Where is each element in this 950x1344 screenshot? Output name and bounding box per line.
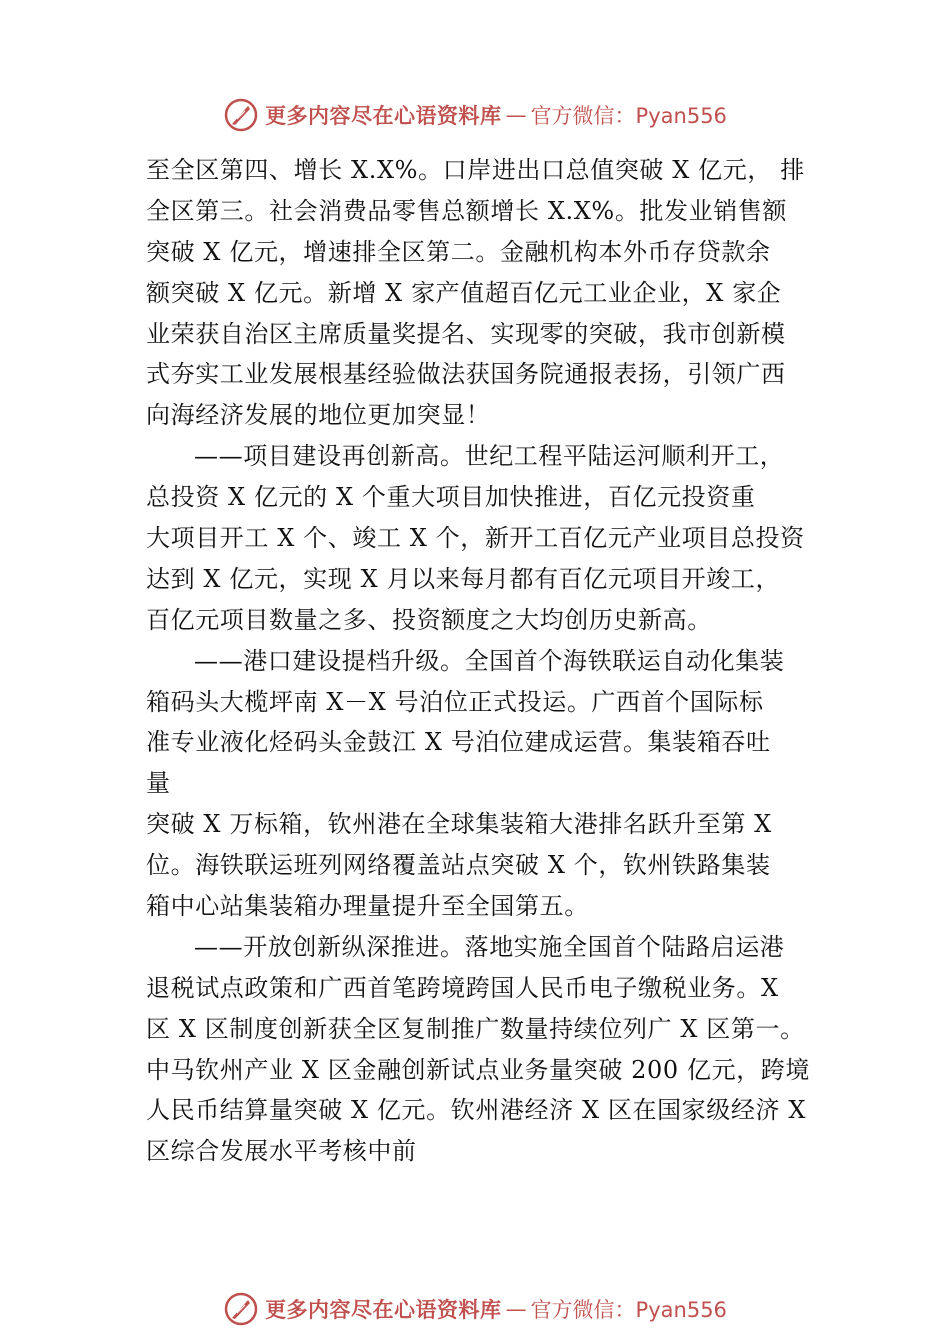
- text-line: ——项目建设再创新高。世纪工程平陆运河顺利开工，: [194, 442, 785, 471]
- footer-banner: [0, 1289, 950, 1329]
- footer-wechat-text: 官方微信：Pyan556: [530, 1298, 727, 1322]
- text-line: 准专业液化烃码头金鼓江 X 号泊位建成运营。集装箱吞吐: [146, 728, 771, 757]
- header-brand-text: 更多内容尽在心语资料库: [265, 103, 502, 128]
- text-line: 箱码头大榄坪南 X－X 号泊位正式投运。广西首个国际标: [146, 687, 764, 716]
- text-line: 突破 X 亿元，增速排全区第二。金融机构本外币存贷款余: [146, 237, 771, 266]
- quill-logo-icon: [223, 1291, 259, 1327]
- quill-logo-icon: [223, 97, 259, 133]
- text-line: 业荣获自治区主席质量奖提名、实现零的突破，我市创新模: [146, 319, 786, 348]
- text-line: 至全区第四、增长 X.X%。口岸进出口总值突破 X 亿元， 排: [146, 156, 805, 184]
- text-line: 额突破 X 亿元。新增 X 家产值超百亿元工业企业，X 家企: [146, 278, 782, 307]
- footer-separator: —: [505, 1297, 527, 1321]
- text-line: 量: [146, 769, 171, 798]
- footer-brand-text: 更多内容尽在心语资料库: [265, 1297, 502, 1322]
- text-line: 向海经济发展的地位更加突显！: [146, 401, 491, 430]
- text-line: 中马钦州产业 X 区金融创新试点业务量突破 200 亿元，跨境: [146, 1055, 811, 1084]
- text-line: ——港口建设提档升级。全国首个海铁联运自动化集装: [194, 646, 785, 675]
- text-line: 达到 X 亿元，实现 X 月以来每月都有百亿元项目开竣工，: [146, 564, 781, 593]
- text-line: 总投资 X 亿元的 X 个重大项目加快推进，百亿元投资重: [146, 483, 756, 512]
- header-wechat-text: 官方微信：Pyan556: [530, 104, 727, 128]
- document-body: [146, 150, 822, 1172]
- header-separator: —: [505, 103, 527, 127]
- text-line: 百亿元项目数量之多、投资额度之大均创历史新高。: [146, 605, 712, 634]
- text-line: 位。海铁联运班列网络覆盖站点突破 X 个，钦州铁路集装: [146, 851, 771, 880]
- text-line: 突破 X 万标箱，钦州港在全球集装箱大港排名跃升至第 X: [146, 810, 772, 839]
- text-line: 区综合发展水平考核中前: [146, 1137, 417, 1166]
- text-line: 全区第三。社会消费品零售总额增长 X.X%。批发业销售额: [146, 196, 788, 225]
- text-line: 退税试点政策和广西首笔跨境跨国人民币电子缴税业务。X: [146, 973, 779, 1002]
- text-line: 区 X 区制度创新获全区复制推广数量持续位列广 X 区第一。: [146, 1014, 805, 1043]
- text-line: 人民币结算量突破 X 亿元。钦州港经济 X 区在国家级经济 X: [146, 1096, 807, 1125]
- text-line: 式夯实工业发展根基经验做法获国务院通报表扬，引领广西: [146, 360, 786, 389]
- text-line: ——开放创新纵深推进。落地实施全国首个陆路启运港: [194, 932, 785, 961]
- header-banner: [0, 95, 950, 135]
- text-line: 箱中心站集装箱办理量提升至全国第五。: [146, 892, 589, 921]
- text-line: 大项目开工 X 个、竣工 X 个，新开工百亿元产业项目总投资: [146, 524, 805, 553]
